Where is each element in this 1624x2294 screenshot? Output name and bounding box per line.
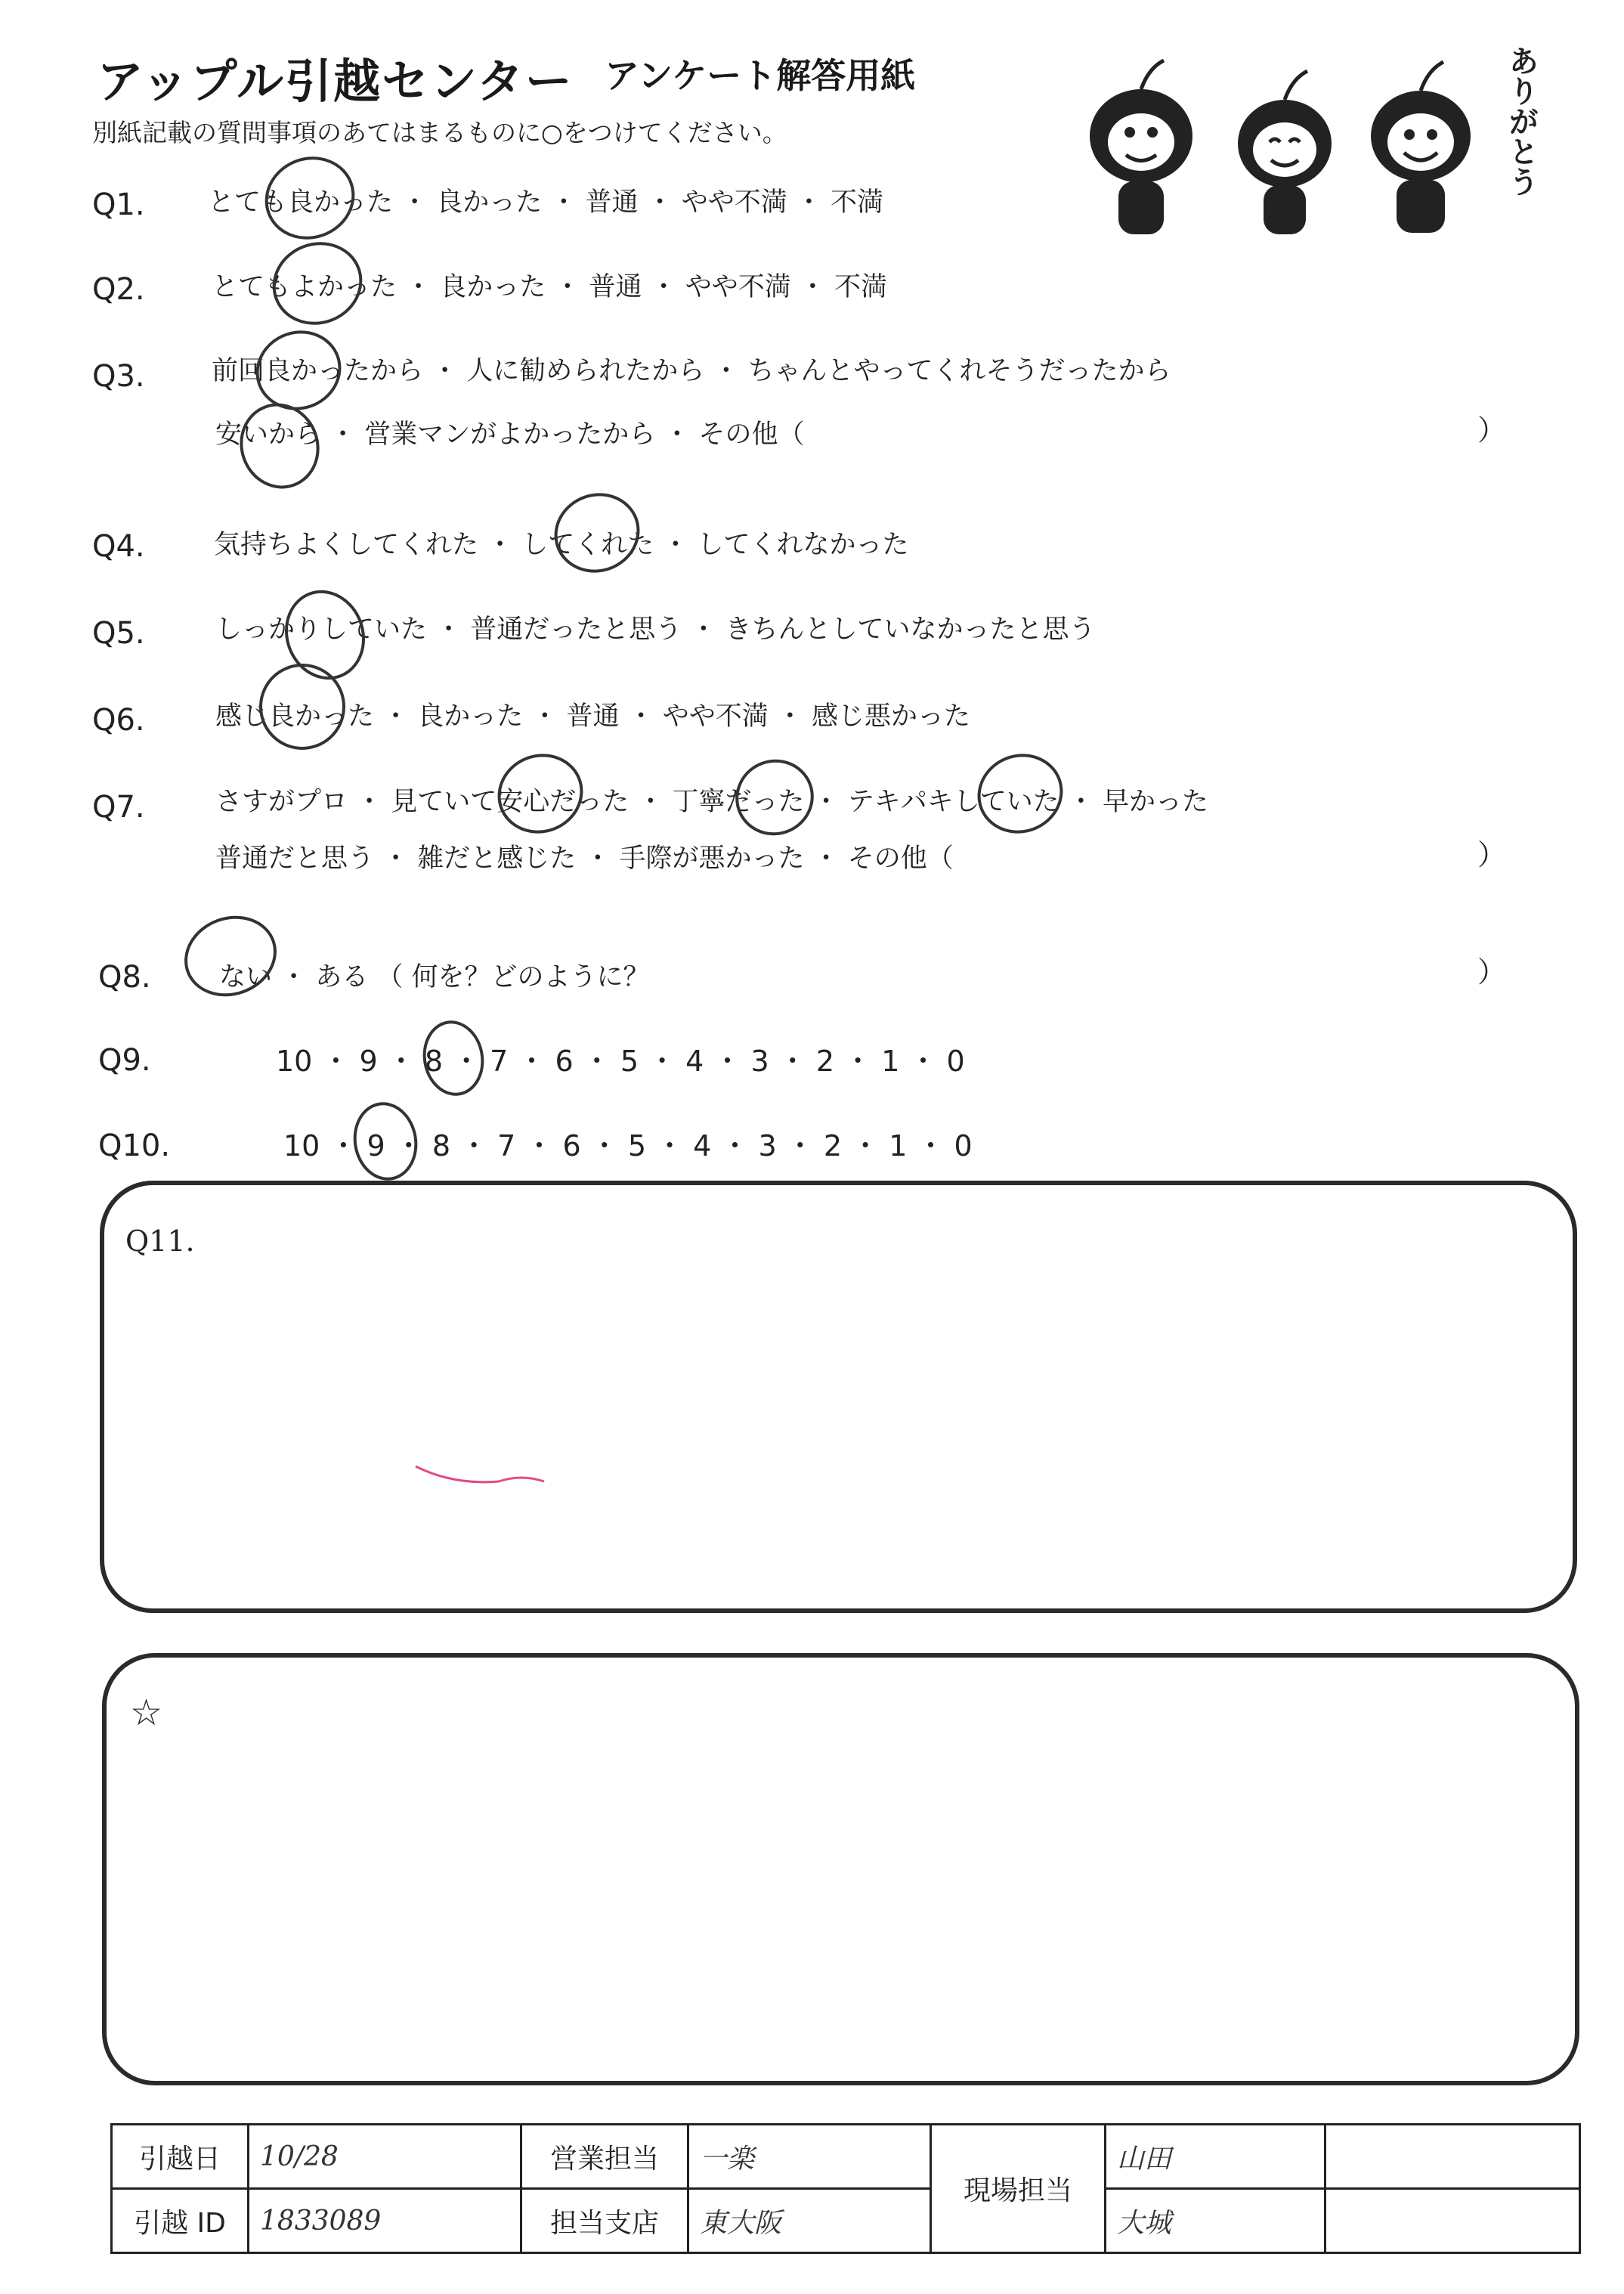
move-date-value[interactable]: 10/28	[249, 2125, 521, 2189]
q7-options-line1[interactable]: さすがプロ ・ 見ていて安心だった ・ 丁寧だった ・ テキパキしていた ・ 早かった	[215, 787, 1209, 817]
q7-label: Q7.	[92, 790, 145, 825]
q11-label: Q11.	[125, 1224, 195, 1258]
q8-options[interactable]: ない ・ ある （ 何を？どのように？	[219, 962, 650, 992]
q8-label: Q8.	[98, 960, 151, 995]
q3-options-line1[interactable]: 前回良かったから ・ 人に勧められたから ・ ちゃんとやってくれそうだったから	[212, 356, 1171, 386]
q2-options[interactable]: とてもよかった ・ 良かった ・ 普通 ・ やや不満 ・ 不満	[212, 272, 888, 302]
q5-label: Q5.	[92, 616, 145, 651]
star-comment-box[interactable]	[102, 1653, 1579, 2085]
q11-comment-box[interactable]	[100, 1181, 1577, 1613]
q1-options[interactable]: とても良かった ・ 良かった ・ 普通 ・ やや不満 ・ 不満	[208, 187, 884, 218]
q1-label: Q1.	[92, 187, 145, 222]
q7-close-paren: ）	[1477, 838, 1507, 871]
form-title: アンケート解答用紙	[605, 55, 916, 96]
q8-close-paren: ）	[1477, 955, 1507, 989]
company-name: アップル引越センター	[97, 54, 574, 109]
q6-options[interactable]: 感じ良かった ・ 良かった ・ 普通 ・ やや不満 ・ 感じ悪かった	[215, 701, 971, 732]
site-staff-value-2[interactable]: 大城	[1106, 2189, 1325, 2253]
site-staff-label: 現場担当	[931, 2125, 1106, 2253]
pink-ink-stroke	[408, 1451, 559, 1519]
q5-options[interactable]: しっかりしていた ・ 普通だったと思う ・ きちんとしていなかったと思う	[215, 615, 1096, 645]
move-date-label: 引越日	[112, 2125, 249, 2189]
q9-label: Q9.	[98, 1043, 151, 1078]
q2-label: Q2.	[92, 272, 145, 307]
instruction-text: 別紙記載の質問事項のあてはまるものに○をつけてください。	[92, 118, 787, 147]
thanks-text: ありがとう	[1504, 45, 1539, 197]
sales-rep-label: 営業担当	[521, 2125, 688, 2189]
q7-options-line2[interactable]: 普通だと思う ・ 雑だと感じた ・ 手際が悪かった ・ その他（	[215, 844, 954, 874]
monkey-mascots-illustration	[1043, 38, 1527, 234]
branch-label: 担当支店	[521, 2189, 688, 2253]
q3-close-paren: ）	[1477, 413, 1507, 447]
staff-info-table	[110, 2123, 1581, 2254]
move-id-label: 引越 ID	[112, 2189, 249, 2253]
site-staff-extra-cell-2[interactable]	[1325, 2189, 1580, 2253]
q3-label: Q3.	[92, 359, 145, 394]
sales-rep-value[interactable]: 一楽	[688, 2125, 931, 2189]
q3-options-line2[interactable]: 安いから ・ 営業マンがよかったから ・ その他（	[215, 419, 805, 450]
q10-label: Q10.	[98, 1128, 171, 1163]
q6-label: Q6.	[92, 703, 145, 738]
branch-value[interactable]: 東大阪	[688, 2189, 931, 2253]
move-id-value[interactable]: 1833089	[249, 2189, 521, 2253]
site-staff-extra-cell-1[interactable]	[1325, 2125, 1580, 2189]
site-staff-value-1[interactable]: 山田	[1106, 2125, 1325, 2189]
q4-label: Q4.	[92, 529, 145, 564]
star-icon: ☆	[130, 1692, 163, 1734]
q9-scale[interactable]: 10 ・ 9 ・ 8 ・ 7 ・ 6 ・ 5 ・ 4 ・ 3 ・ 2 ・ 1 ・ 0	[276, 1045, 965, 1078]
q10-scale[interactable]: 10 ・ 9 ・ 8 ・ 7 ・ 6 ・ 5 ・ 4 ・ 3 ・ 2 ・ 1 ・ 0	[283, 1129, 973, 1162]
q4-options[interactable]: 気持ちよくしてくれた ・ してくれた ・ してくれなかった	[214, 530, 909, 560]
